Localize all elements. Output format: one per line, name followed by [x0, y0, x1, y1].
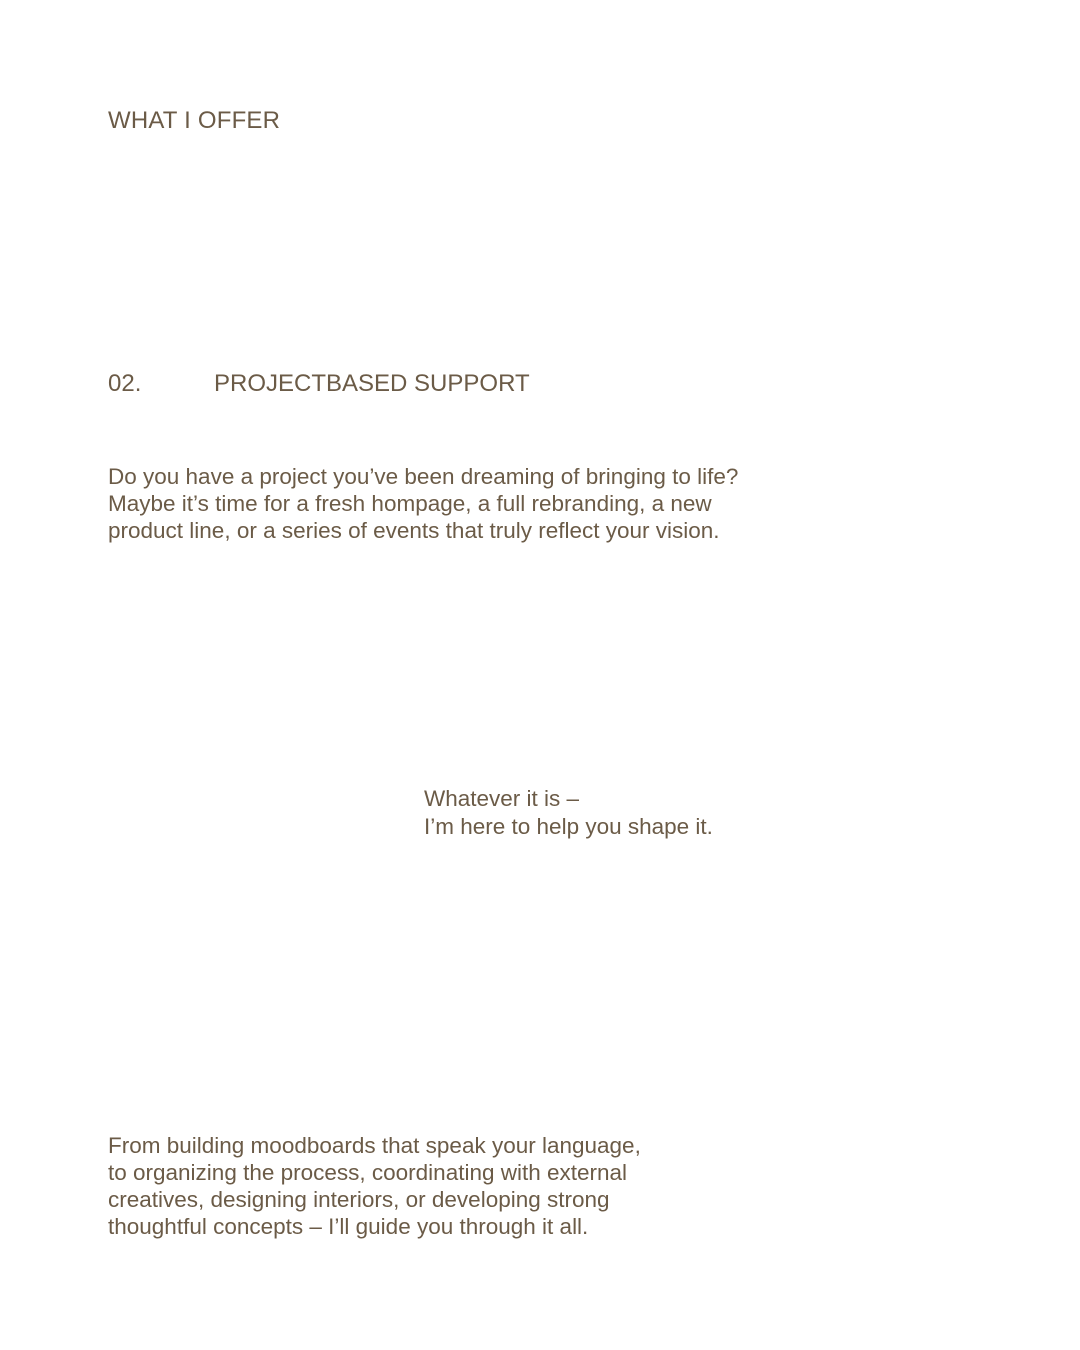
outro-line: thoughtful concepts – I’ll guide you through it all. — [108, 1214, 589, 1239]
callout-line-1: Whatever it is – — [424, 786, 580, 811]
outro-line: From building moodboards that speak your language, — [108, 1133, 641, 1158]
callout-quote — [424, 785, 984, 841]
section-title: PROJECTBASED SUPPORT — [214, 370, 530, 397]
outro-line: to organizing the process, coordinating with external — [108, 1160, 628, 1185]
intro-paragraph: Do you have a project you’ve been dreaming of bringing to life? Maybe it’s time for a fresh hompage, a full rebranding, a new product line, or a series of events that truly reflect your vision. — [108, 464, 739, 543]
section-heading — [108, 370, 530, 398]
outro-paragraph — [108, 1132, 728, 1240]
section-number: 02. — [108, 370, 142, 397]
callout-line-2: I’m here to help you shape it. — [424, 814, 713, 839]
outro-line: creatives, designing interiors, or developing strong — [108, 1187, 610, 1212]
eyebrow-label: WHAT I OFFER — [108, 107, 281, 134]
